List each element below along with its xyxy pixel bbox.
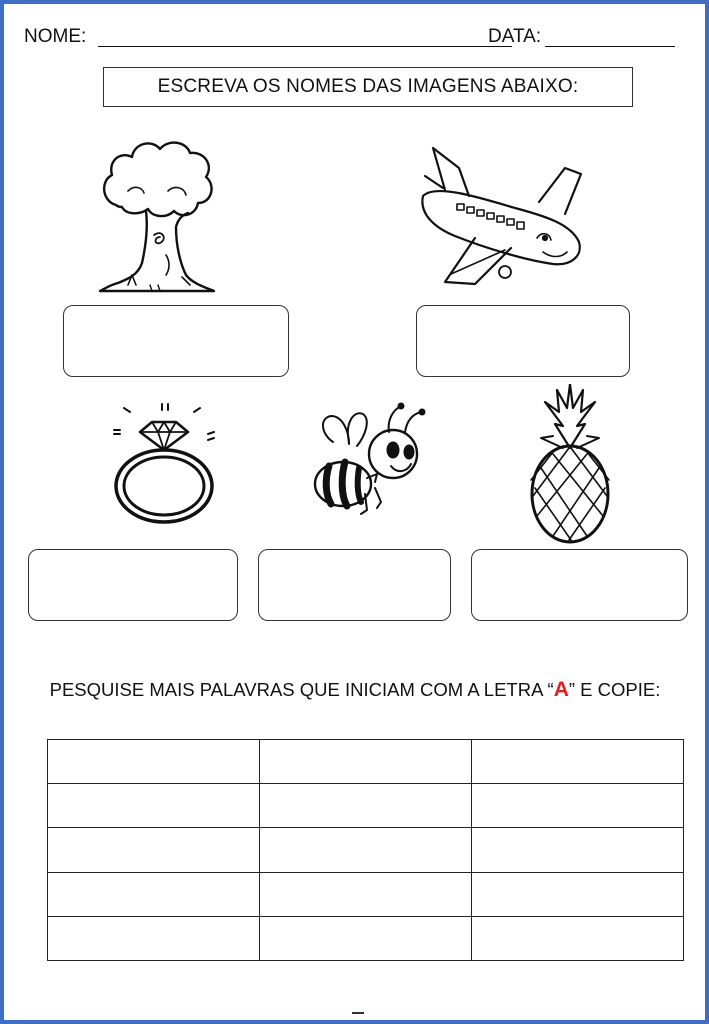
table-row	[48, 872, 684, 916]
airplane-icon	[415, 144, 587, 290]
name-field[interactable]	[98, 46, 512, 47]
table-cell[interactable]	[48, 784, 260, 828]
table-cell[interactable]	[472, 740, 684, 784]
table-cell[interactable]	[472, 784, 684, 828]
table-row	[48, 828, 684, 872]
table-row	[48, 740, 684, 784]
research-instruction	[40, 676, 670, 704]
student-header	[24, 26, 684, 52]
table-cell[interactable]	[472, 916, 684, 960]
instruction-title	[103, 67, 633, 107]
answer-box-pineapple[interactable]	[471, 549, 688, 621]
answer-box-airplane[interactable]	[416, 305, 630, 377]
answer-box-ring[interactable]	[28, 549, 238, 621]
table-cell[interactable]	[260, 916, 472, 960]
ring-icon	[110, 402, 218, 526]
date-field[interactable]	[545, 46, 675, 47]
table-cell[interactable]	[48, 828, 260, 872]
table-cell[interactable]	[48, 916, 260, 960]
name-label: NOME:	[24, 26, 87, 47]
page-footer-mark	[352, 1012, 364, 1014]
pineapple-icon	[527, 384, 613, 544]
table-cell[interactable]	[260, 784, 472, 828]
table-cell[interactable]	[472, 872, 684, 916]
answer-box-tree[interactable]	[63, 305, 289, 377]
table-cell[interactable]	[260, 740, 472, 784]
instruction-title-text: ESCREVA OS NOMES DAS IMAGENS ABAIXO:	[157, 76, 579, 97]
date-label: DATA:	[488, 26, 542, 47]
highlighted-letter: A	[553, 678, 569, 701]
table-row	[48, 784, 684, 828]
table-cell[interactable]	[48, 740, 260, 784]
table-cell[interactable]	[260, 828, 472, 872]
word-table	[47, 739, 684, 961]
bee-icon	[305, 398, 435, 526]
table-cell[interactable]	[48, 872, 260, 916]
table-cell[interactable]	[472, 828, 684, 872]
table-cell[interactable]	[260, 872, 472, 916]
tree-icon	[98, 135, 218, 297]
table-row	[48, 916, 684, 960]
answer-box-bee[interactable]	[258, 549, 451, 621]
research-text-after: ” E COPIE:	[568, 679, 661, 700]
research-text-before: PESQUISE MAIS PALAVRAS QUE INICIAM COM A LETRA “	[49, 679, 554, 700]
